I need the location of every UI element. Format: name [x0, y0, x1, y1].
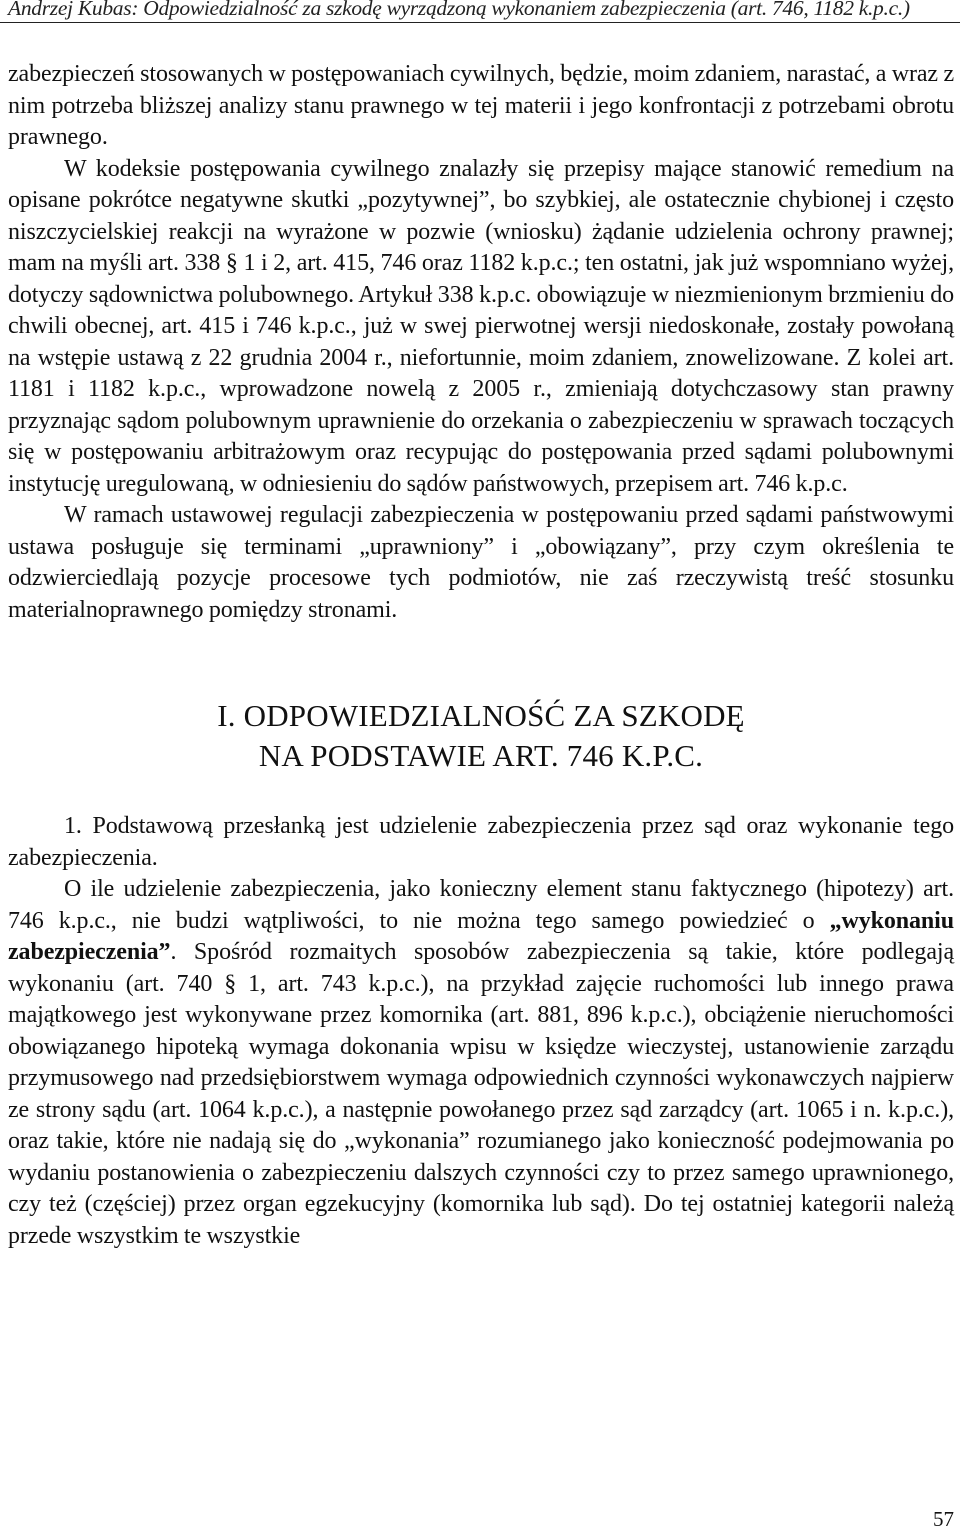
body-paragraph: W ramach ustawowej regulacji zabezpieczenia w postępowaniu przed sądami państwowymi ustawa posługuje się terminami „uprawniony” i „obowiązany”, przy czym określenia te odzwierciedlają pozycje procesowe tych podmiotów, nie zaś rzeczywistą treść stosunku materialnoprawnego pomiędzy stronami. [8, 502, 954, 623]
section-heading-line: I. ODPOWIEDZIALNOŚĆ ZA SZKODĘ [217, 698, 745, 733]
numbered-point: 1. Podstawową przesłanką jest udzielenie zabezpieczenia przez sąd oraz wykonanie tego zabezpieczenia. [8, 813, 954, 871]
page-body [8, 59, 954, 1252]
running-header [0, 0, 960, 23]
paragraph-text: . Spośród rozmaitych sposobów zabezpieczenia są takie, które podlegają wykonaniu (art. 740 § 1, art. 743 k.p.c.), na przykład zajęcie ruchomości lub innego prawa majątkowego jest wykonywane przez komornika (art. 881, 896 k.p.c.), obciążenie nieruchomości obowiązanego hipoteką wymaga dokonania wpisu w księdze wieczystej, ustanowienie zarządu przymusowego nad przedsiębiorstwem wymaga odpowiednich czynności wykonawczych najpierw ze strony sądu (art. 1064 k.p.c.), a następnie powołanego przez sąd zarządcy (art. 1065 i n. k.p.c.), oraz takie, które nie nadają się do „wykonania” rozumianego jako konieczność podejmowania po wydaniu postanowienia o zabezpieczeniu dalszych czynności czy to przez samego uprawnionego, czy też (częściej) przez organ egzekucyjny (komornika lub sąd). Do tej ostatniej kategorii należą przede wszystkim te wszystkie [8, 939, 954, 1249]
body-paragraph [8, 874, 954, 1252]
bold-term: „wykonaniu zabezpieczenia” [8, 907, 954, 965]
page-number: 57 [933, 1507, 954, 1531]
section-heading [8, 696, 954, 776]
body-paragraph-continued: zabezpieczeń stosowanych w postępowaniach cywilnych, będzie, moim zdaniem, narastać, a wraz z nim potrzeba bliższej analizy stanu prawnego w tej materii i jego konfrontacji z potrzebami obrotu prawnego. [8, 61, 954, 150]
paragraph-text: O ile udzielenie zabezpieczenia, jako konieczny element stanu faktycznego (hipotezy) art. 746 k.p.c., nie budzi wątpliwości, to nie można tego samego powiedzieć o [8, 876, 954, 934]
running-title: Andrzej Kubas: Odpowiedzialność za szkodę wyrządzoną wykonaniem zabezpieczenia (art. 746, 1182 k.p.c.) [8, 0, 910, 20]
section-heading-line: NA PODSTAWIE ART. 746 K.P.C. [258, 738, 704, 773]
body-paragraph: W kodeksie postępowania cywilnego znalazły się przepisy mające stanowić remedium na opisane pokrótce negatywne skutki „pozytywnej”, bo szybkiej, ale ostatecznie chybionej i często niszczycielskiej reakcji na wyrażone w pozwie (wniosku) żądanie udzielenia ochrony prawnej; mam na myśli art. 338 § 1 i 2, art. 415, 746 oraz 1182 k.p.c.; ten ostatni, jak już wspomniano wyżej, dotyczy sądownictwa polubownego. Artykuł 338 k.p.c. obowiązuje w niezmienionym brzmieniu do chwili obecnej, art. 415 i 746 k.p.c., już w swej pierwotnej wersji niedoskonałe, zostały powołaną na wstępie ustawą z 22 grudnia 2004 r., niefortunnie, moim zdaniem, znowelizowane. Z kolei art. 1181 i 1182 k.p.c., wprowadzone nowelą z 2005 r., zmieniają dotychczasowy stan prawny przyznając sądom polubownym uprawnienie do orzekania o zabezpieczeniu w sprawach toczących się w postępowaniu arbitrażowym oraz recypując do postępowania przed sądami polubownymi instytucję uregulowaną, w odniesieniu do sądów państwowych, przepisem art. 746 k.p.c. [8, 155, 954, 497]
